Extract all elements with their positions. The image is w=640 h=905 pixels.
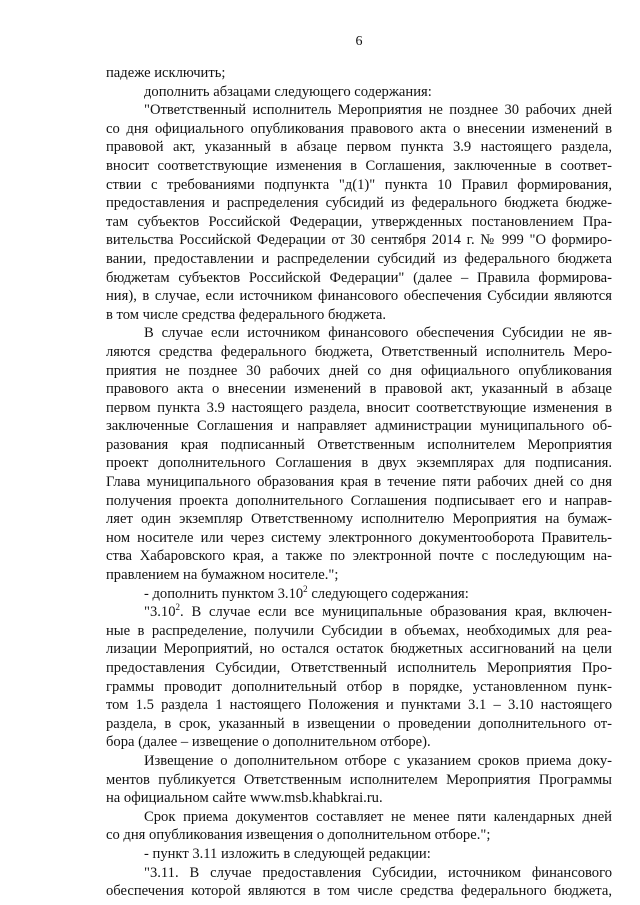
text-line <box>106 789 612 808</box>
text-line <box>106 715 612 734</box>
line-text: бора (далее – извещение о дополнительном отборе). <box>106 734 431 751</box>
text-line <box>106 324 612 343</box>
line-text: правовой акт, указанный в абзаце первом пункта 3.9 настоящего раздела, <box>106 139 612 156</box>
line-text: обеспечения которой являются в том числе средства федерального бюджета, <box>106 883 612 900</box>
superscript: 2 <box>303 584 308 594</box>
line-text: проект дополнительного Соглашения в двух экземплярах для подписания. <box>106 455 612 472</box>
line-text: первом пункта 3.9 настоящего раздела, вносит соответствующие изменения в <box>106 399 612 416</box>
line-text: том 1.5 раздела 1 настоящего Положения и пунктами 3.1 – 3.10 настоящего <box>106 697 612 714</box>
text-line <box>106 640 612 659</box>
line-text: получения проекта дополнительного Соглашения подписывает его и направ- <box>106 492 612 509</box>
line-text: Глава муниципального образования края в течение пяти рабочих дней со дня <box>106 474 612 491</box>
line-text: - дополнить пунктом 3.10 <box>144 585 304 602</box>
text-line <box>106 473 612 492</box>
line-text: падеже исключить; <box>106 65 226 81</box>
text-line <box>106 380 612 399</box>
line-text: со дня опубликования извещения о дополнительном отборе."; <box>106 827 491 844</box>
text-line <box>106 399 612 418</box>
line-text: ляет один экземпляр Ответственному исполнителю Мероприятия на бумаж- <box>106 511 612 528</box>
text-line <box>106 213 612 232</box>
text-line <box>106 603 612 622</box>
text-line <box>106 808 612 827</box>
text-line <box>106 659 612 678</box>
text-line <box>106 306 612 325</box>
line-text-continuation: . В случае если все муниципальные образования края, включен- <box>180 604 612 621</box>
text-line <box>106 194 612 213</box>
line-text: предоставления и распределения субсидий из федерального бюджета бюдже- <box>106 195 612 212</box>
line-text: ния), в случае, если источником финансового обеспечения Субсидии являются <box>106 288 612 305</box>
text-line <box>106 138 612 157</box>
text-line <box>106 492 612 511</box>
line-text: Извещение о дополнительном отборе с указанием сроков приема доку- <box>144 752 612 769</box>
document-body <box>106 64 612 901</box>
line-text: ствии с требованиями подпункта "д(1)" пункта 10 Правил формирования, <box>106 176 612 193</box>
line-text: - пункт 3.11 изложить в следующей редакции: <box>144 845 431 862</box>
text-line <box>106 287 612 306</box>
page-number: 6 <box>355 34 363 49</box>
text-line <box>106 752 612 771</box>
line-text: Срок приема документов составляет не менее пяти календарных дней <box>144 808 612 825</box>
line-text: лизации Мероприятий, но остался остаток бюджетных ассигнований на цели <box>106 641 612 658</box>
line-text: вительства Российской Федерации от 30 сентября 2014 г. № 999 "О формиро- <box>106 232 612 249</box>
line-text: вносит соответствующие изменения в Соглашения, заключенные в соответ- <box>106 157 612 174</box>
line-text: "Ответственный исполнитель Мероприятия не позднее 30 рабочих дней <box>144 102 612 119</box>
text-line <box>106 678 612 697</box>
text-line <box>106 362 612 381</box>
line-text: "3.11. В случае предоставления Субсидии, источником финансового <box>144 864 612 881</box>
line-text: "3.10 <box>144 604 176 621</box>
line-text: в том числе средства федерального бюджета. <box>106 306 387 323</box>
text-line <box>106 733 612 752</box>
line-text: со дня официального опубликования правового акта о внесении изменений в <box>106 120 612 137</box>
line-text: заключенные Соглашения и направляет администрации муниципального об- <box>106 418 612 435</box>
line-text: правлением на бумажном носителе."; <box>106 567 339 584</box>
text-line <box>106 771 612 790</box>
line-text: раздела, в срок, указанный в извещении о проведении дополнительного от- <box>106 715 612 732</box>
line-text-continuation: следующего содержания: <box>307 585 469 602</box>
text-line <box>106 845 612 864</box>
line-text: ные в распределение, получили Субсидии в объемах, необходимых для реа- <box>106 622 612 639</box>
line-text: ментов публикуется Ответственным исполнителем Мероприятия Программы <box>106 771 612 788</box>
line-text: ляются средства федерального бюджета, Ответственный исполнитель Меро- <box>106 343 612 360</box>
text-line <box>106 269 612 288</box>
text-line <box>106 176 612 195</box>
text-line <box>106 343 612 362</box>
line-text: ства Хабаровского края, а также по электронной почте с последующим на- <box>106 548 612 565</box>
text-line <box>106 83 612 102</box>
line-text: там субъектов Российской Федерации, утвержденных постановлением Пра- <box>106 213 612 230</box>
line-text: ном носителе или через систему электронного документооборота Правитель- <box>106 529 612 546</box>
text-line <box>106 417 612 436</box>
text-line <box>106 120 612 139</box>
line-text: правового акта о внесении изменений в правовой акт, указанный в абзаце <box>106 381 612 398</box>
text-line <box>106 436 612 455</box>
text-line <box>106 454 612 473</box>
line-text: приятия не позднее 30 рабочих дней со дня официального опубликования <box>106 362 612 379</box>
line-text: бюджетам субъектов Российской Федерации" (далее – Правила формирова- <box>106 269 612 286</box>
text-line <box>106 696 612 715</box>
superscript: 2 <box>175 603 180 613</box>
line-text: дополнить абзацами следующего содержания: <box>144 83 432 100</box>
text-line <box>106 566 612 585</box>
text-line <box>106 250 612 269</box>
line-text: вании, предоставлении и распределении субсидий из федерального бюджета <box>106 250 612 267</box>
line-text: В случае если источником финансового обеспечения Субсидии не яв- <box>144 325 612 342</box>
text-line <box>106 529 612 548</box>
line-text: предоставления Субсидии, Ответственный исполнитель Мероприятия Про- <box>106 660 612 676</box>
text-line <box>106 826 612 845</box>
text-line <box>106 585 612 604</box>
text-line <box>106 622 612 641</box>
line-text: разования края подписанный Ответственным исполнителем Мероприятия <box>106 436 612 453</box>
line-text: на официальном сайте www.msb.khabkrai.ru. <box>106 790 383 807</box>
text-line <box>106 64 612 83</box>
text-line <box>106 864 612 883</box>
text-line <box>106 547 612 566</box>
text-line <box>106 157 612 176</box>
text-line <box>106 101 612 120</box>
text-line <box>106 510 612 529</box>
text-line <box>106 882 612 901</box>
line-text: граммы проводит дополнительный отбор в порядке, установленном пунк- <box>106 678 612 695</box>
text-line <box>106 231 612 250</box>
